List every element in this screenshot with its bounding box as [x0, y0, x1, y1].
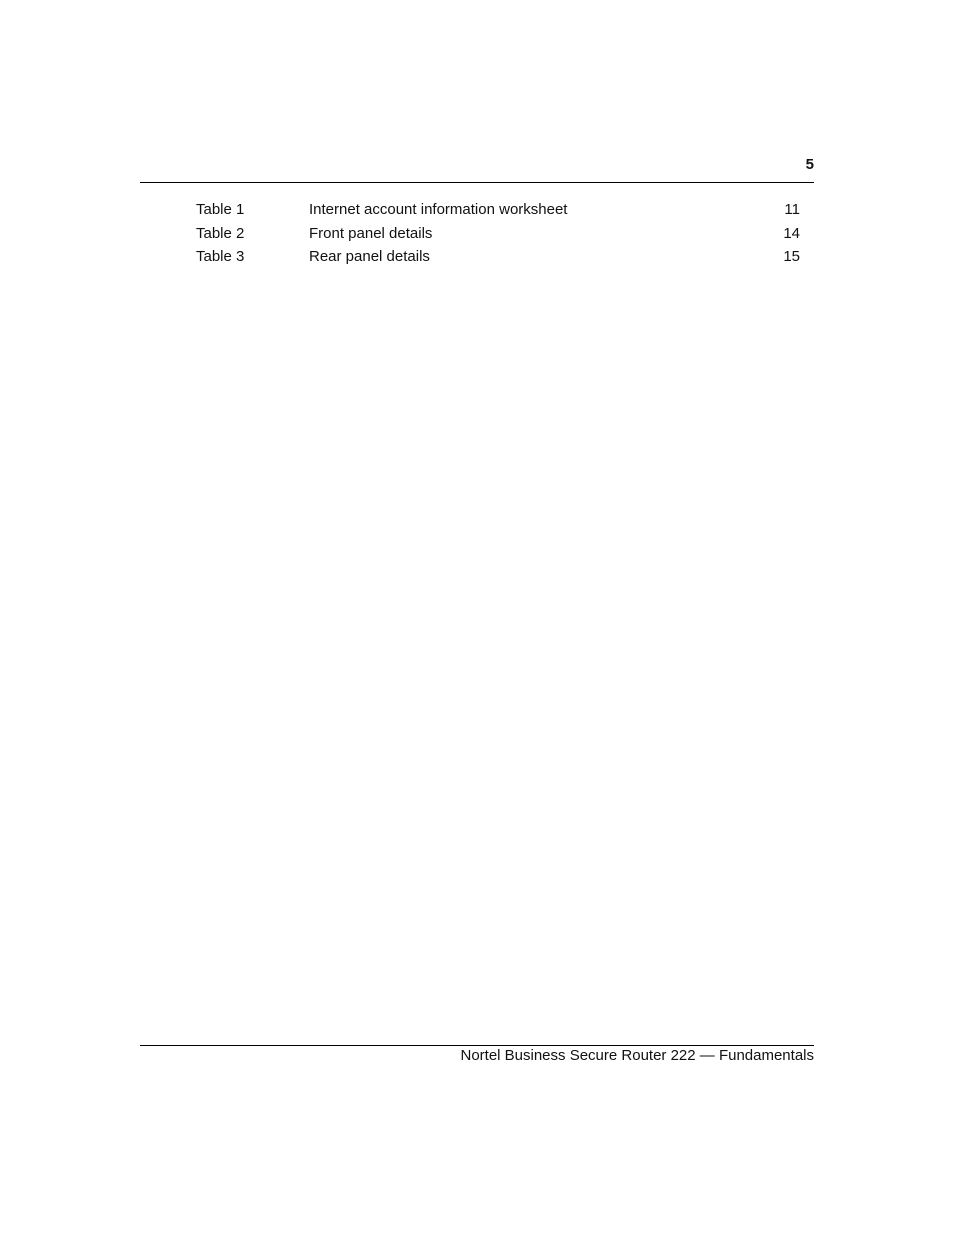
toc-entry-page: 14	[783, 224, 800, 242]
toc-entry[interactable]	[196, 198, 800, 222]
toc-entry[interactable]	[196, 245, 800, 269]
footer-document-title: Nortel Business Secure Router 222 — Fundamentals	[460, 1047, 814, 1064]
toc-entry-label: Table 1	[196, 201, 245, 219]
toc-entry[interactable]	[196, 222, 800, 246]
toc-entry-label: Table 3	[196, 248, 245, 266]
toc-entry-title: Internet account information worksheet	[309, 201, 568, 219]
list-of-tables	[196, 198, 800, 269]
toc-entry-page: 15	[783, 248, 800, 266]
toc-entry-label: Table 2	[196, 224, 245, 242]
toc-entry-title: Rear panel details	[309, 248, 430, 266]
toc-entry-title: Front panel details	[309, 224, 433, 242]
toc-entry-page: 11	[784, 201, 800, 219]
footer-rule	[140, 1045, 814, 1046]
page-number: 5	[805, 156, 814, 173]
header-rule	[140, 182, 814, 183]
